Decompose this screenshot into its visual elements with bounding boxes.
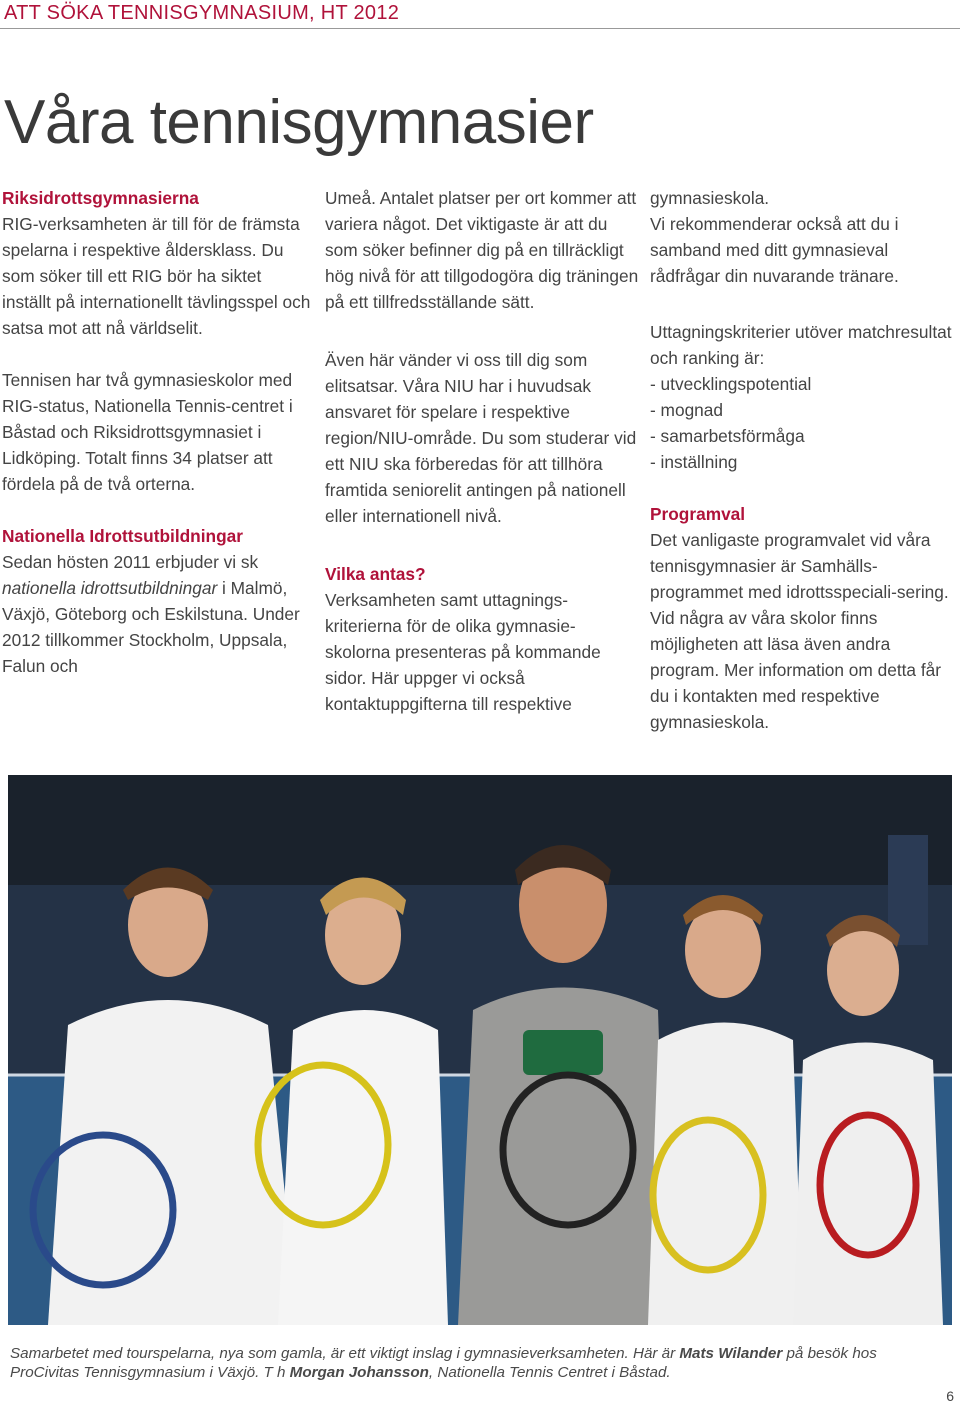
col3-paragraph-2: Vi rekommenderar också att du i samband med ditt gymnasieval rådfrågar din nuvarande tränare. [650, 214, 899, 286]
team-photo [8, 775, 952, 1325]
caption-part-3: , Nationella Tennis Centret i Båstad. [428, 1364, 671, 1381]
column-2 [325, 185, 640, 743]
col1-paragraph-2: Tennisen har två gymnasieskolor med RIG-status, Nationella Tennis-centret i Båstad och Riksidrottsgymnasiet i Lidköping. Totalt finns 34 platser att fördela på de två orterna. [2, 370, 293, 494]
criteria-item: - utvecklingspotential [650, 374, 812, 394]
caption-name-1: Mats Wilander [679, 1345, 783, 1362]
col3-paragraph-3: Uttagningskriterier utöver matchresultat och ranking är: [650, 322, 952, 368]
col1-heading-rig: Riksidrottsgymnasierna [2, 188, 199, 208]
criteria-item: - mognad [650, 400, 724, 420]
col1-paragraph-3c: i Malmö, Växjö, Göteborg och Eskilstuna. Under 2012 tillkommer Stockholm, Uppsala, Falun och [2, 578, 300, 676]
col1-paragraph-3b: nationella idrottsutbildningar [2, 578, 218, 598]
criteria-item: - samarbetsförmåga [650, 426, 805, 446]
col3-section-programval [650, 501, 955, 735]
header-text: ATT SÖKA TENNISGYMNASIUM, HT 2012 [4, 2, 400, 24]
caption-part-1: Samarbetet med tourspelarna, nya som gamla, är ett viktigt inslag i gymnasieverksamheten. Här är [10, 1345, 680, 1362]
col1-section-rig [2, 185, 314, 341]
col1-paragraph-1: RIG-verksamheten är till för de främsta spelarna i respektive åldersklass. Du som söker till ett RIG bör ha siktet inställt på internationellt tävlingsspel och satsa mot att nå världselit. [2, 214, 311, 338]
team-photo-illustration [8, 775, 952, 1325]
page-title: Våra tennisgymnasier [4, 88, 594, 157]
page-header [0, 0, 960, 29]
col3-paragraph-1: gymnasieskola. [650, 188, 770, 208]
photo-caption [10, 1344, 940, 1382]
col1-section-niu [2, 523, 314, 679]
col2-heading-vilka: Vilka antas? [325, 564, 426, 584]
col3-paragraph-4: Det vanligaste programvalet vid våra tennisgymnasier är Samhälls-programmet med idrottsspeciali-sering. Vid några av våra skolor finns möjligheten att läsa även andra program. Mer information om detta får du i kontakten med respektive gymnasieskola. [650, 530, 949, 732]
col3-heading-programval: Programval [650, 504, 746, 524]
col2-paragraph-3: Verksamheten samt uttagnings-kriterierna för de olika gymnasie-skolorna presenteras på kommande sidor. Här uppger vi också kontaktuppgifterna till respektive [325, 590, 601, 714]
col1-paragraph-3a: Sedan hösten 2011 erbjuder vi sk [2, 552, 259, 572]
column-3 [650, 185, 955, 761]
page-number: 6 [946, 1388, 954, 1404]
col2-paragraph-2: Även här vänder vi oss till dig som elitsatsar. Våra NIU har i huvudsak ansvaret för spelare i respektive region/NIU-område. Du som studerar vid ett NIU ska förberedas för att tillhöra framtida seniorelit antingen på nationell eller internationell nivå. [325, 350, 637, 526]
caption-part-2: på besök hos ProCivitas Tennisgymnasium i Växjö. T h [10, 1345, 877, 1381]
criteria-item: - inställning [650, 452, 738, 472]
col1-heading-niu: Nationella Idrottsutbildningar [2, 526, 243, 546]
column-1 [2, 185, 314, 705]
criteria-list [650, 371, 955, 475]
col2-section-vilka [325, 561, 640, 717]
col2-paragraph-1: Umeå. Antalet platser per ort kommer att variera något. Det viktigaste är att du som söker befinner dig på en tillräckligt hög nivå för att tillgodogöra dig träningen på ett tillfredsställande sätt. [325, 188, 639, 312]
caption-name-2: Morgan Johansson [289, 1364, 429, 1381]
